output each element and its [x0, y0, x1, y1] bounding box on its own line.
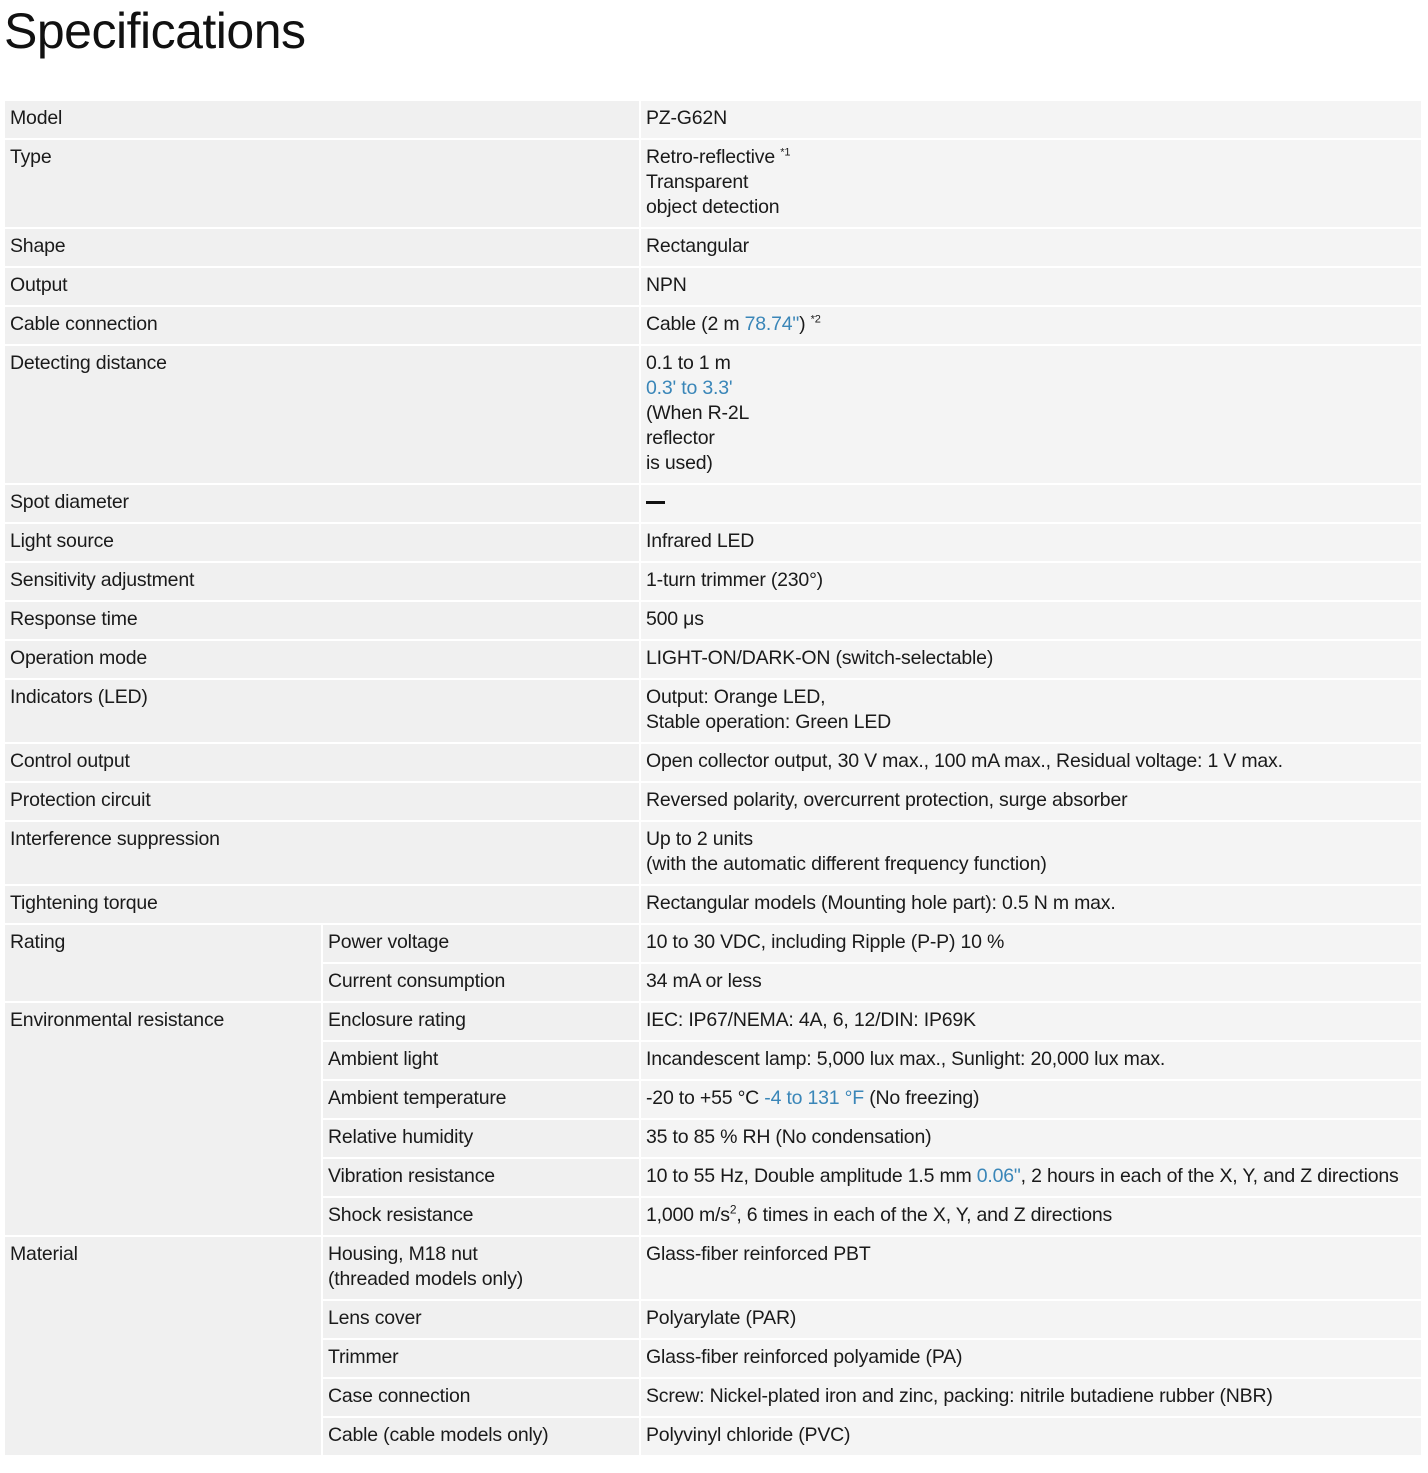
table-row [5, 485, 1421, 522]
row-label: Model [5, 101, 639, 138]
value-note: reflector [646, 427, 715, 449]
value-text: -20 to +55 °C [646, 1087, 765, 1109]
value-line: Up to 2 units [646, 828, 753, 850]
row-value: LIGHT-ON/DARK-ON (switch-selectable) [641, 641, 1421, 678]
row-value: IEC: IP67/NEMA: 4A, 6, 12/DIN: IP69K [641, 1003, 1421, 1040]
row-sublabel: Enclosure rating [323, 1003, 639, 1040]
table-row [5, 783, 1421, 820]
value-text: Cable (2 m [646, 313, 745, 335]
row-sublabel: Shock resistance [323, 1198, 639, 1235]
sublabel-line: Housing, M18 nut [328, 1243, 478, 1265]
row-value [641, 1159, 1421, 1196]
group-label-rating: Rating [5, 925, 321, 1001]
row-value: Open collector output, 30 V max., 100 mA max., Residual voltage: 1 V max. [641, 744, 1421, 781]
value-line: (with the automatic different frequency function) [646, 853, 1047, 875]
row-value [641, 485, 1421, 522]
row-value: 500 μs [641, 602, 1421, 639]
value-text: ) [799, 313, 806, 335]
row-value: Screw: Nickel-plated iron and zinc, packing: nitrile butadiene rubber (NBR) [641, 1379, 1421, 1416]
row-value: 10 to 30 VDC, including Ripple (P-P) 10 % [641, 925, 1421, 962]
superscript: 2 [729, 1202, 737, 1217]
row-sublabel: Ambient light [323, 1042, 639, 1079]
row-value [641, 1081, 1421, 1118]
table-row [5, 229, 1421, 266]
row-sublabel: Cable (cable models only) [323, 1418, 639, 1455]
table-row [5, 602, 1421, 639]
row-label: Operation mode [5, 641, 639, 678]
row-value: Polyarylate (PAR) [641, 1301, 1421, 1338]
row-label: Control output [5, 744, 639, 781]
row-sublabel: Current consumption [323, 964, 639, 1001]
row-value [641, 1198, 1421, 1235]
row-sublabel: Vibration resistance [323, 1159, 639, 1196]
value-line: object detection [646, 196, 780, 218]
row-value: Glass-fiber reinforced polyamide (PA) [641, 1340, 1421, 1377]
row-value: Polyvinyl chloride (PVC) [641, 1418, 1421, 1455]
footnote-marker: *1 [780, 146, 791, 159]
row-sublabel: Lens cover [323, 1301, 639, 1338]
imperial-value: -4 to 131 °F [764, 1087, 864, 1109]
row-value [641, 346, 1421, 483]
row-value: Incandescent lamp: 5,000 lux max., Sunlight: 20,000 lux max. [641, 1042, 1421, 1079]
table-row [5, 1237, 1421, 1299]
sublabel-line: (threaded models only) [328, 1268, 524, 1290]
table-row [5, 822, 1421, 884]
row-value [641, 307, 1421, 344]
row-label: Output [5, 268, 639, 305]
row-label: Indicators (LED) [5, 680, 639, 742]
row-value [641, 822, 1421, 884]
imperial-value: 0.06" [976, 1165, 1021, 1187]
table-row [5, 925, 1421, 962]
table-row [5, 1003, 1421, 1040]
row-label: Tightening torque [5, 886, 639, 923]
row-label: Light source [5, 524, 639, 561]
table-row [5, 641, 1421, 678]
row-value: Rectangular [641, 229, 1421, 266]
row-label: Cable connection [5, 307, 639, 344]
metric-value: 0.1 to 1 m [646, 352, 731, 374]
row-label: Detecting distance [5, 346, 639, 483]
imperial-value: 0.3' to 3.3' [646, 377, 733, 399]
value-line: Stable operation: Green LED [646, 711, 892, 733]
row-label: Response time [5, 602, 639, 639]
row-label: Shape [5, 229, 639, 266]
row-value: Reversed polarity, overcurrent protection, surge absorber [641, 783, 1421, 820]
row-value: Glass-fiber reinforced PBT [641, 1237, 1421, 1299]
row-value: Rectangular models (Mounting hole part): 0.5 N m max. [641, 886, 1421, 923]
row-value [641, 680, 1421, 742]
row-sublabel: Trimmer [323, 1340, 639, 1377]
row-value: 1-turn trimmer (230°) [641, 563, 1421, 600]
spec-table [3, 99, 1423, 1457]
value-text: , 2 hours in each of the X, Y, and Z directions [1020, 1165, 1399, 1187]
row-value: NPN [641, 268, 1421, 305]
row-sublabel [323, 1237, 639, 1299]
row-value: 34 mA or less [641, 964, 1421, 1001]
dash-icon [646, 501, 665, 504]
group-label-material: Material [5, 1237, 321, 1455]
table-row [5, 268, 1421, 305]
table-row [5, 563, 1421, 600]
row-label: Protection circuit [5, 783, 639, 820]
row-label: Type [5, 140, 639, 227]
value-text: 10 to 55 Hz, Double amplitude 1.5 mm [646, 1165, 977, 1187]
table-row [5, 524, 1421, 561]
table-row [5, 744, 1421, 781]
row-label: Spot diameter [5, 485, 639, 522]
table-row [5, 886, 1421, 923]
table-row [5, 680, 1421, 742]
row-sublabel: Case connection [323, 1379, 639, 1416]
row-value [641, 140, 1421, 227]
table-row [5, 307, 1421, 344]
value-line: Output: Orange LED, [646, 686, 826, 708]
value-text: , 6 times in each of the X, Y, and Z directions [736, 1204, 1113, 1226]
table-row [5, 140, 1421, 227]
row-label: Interference suppression [5, 822, 639, 884]
group-label-environmental: Environmental resistance [5, 1003, 321, 1235]
value-note: (When R-2L [646, 402, 750, 424]
footnote-marker: *2 [810, 313, 821, 326]
row-label: Sensitivity adjustment [5, 563, 639, 600]
row-value: PZ-G62N [641, 101, 1421, 138]
table-row [5, 101, 1421, 138]
value-line: Transparent [646, 171, 749, 193]
table-row [5, 346, 1421, 483]
value-text: (No freezing) [863, 1087, 980, 1109]
row-sublabel: Relative humidity [323, 1120, 639, 1157]
row-value: 35 to 85 % RH (No condensation) [641, 1120, 1421, 1157]
row-sublabel: Power voltage [323, 925, 639, 962]
value-note: is used) [646, 452, 713, 474]
value-line: Retro-reflective [646, 146, 776, 168]
value-text: 1,000 m/s [646, 1204, 730, 1226]
page-title: Specifications [4, 3, 306, 59]
row-value: Infrared LED [641, 524, 1421, 561]
row-sublabel: Ambient temperature [323, 1081, 639, 1118]
imperial-value: 78.74" [744, 313, 800, 335]
